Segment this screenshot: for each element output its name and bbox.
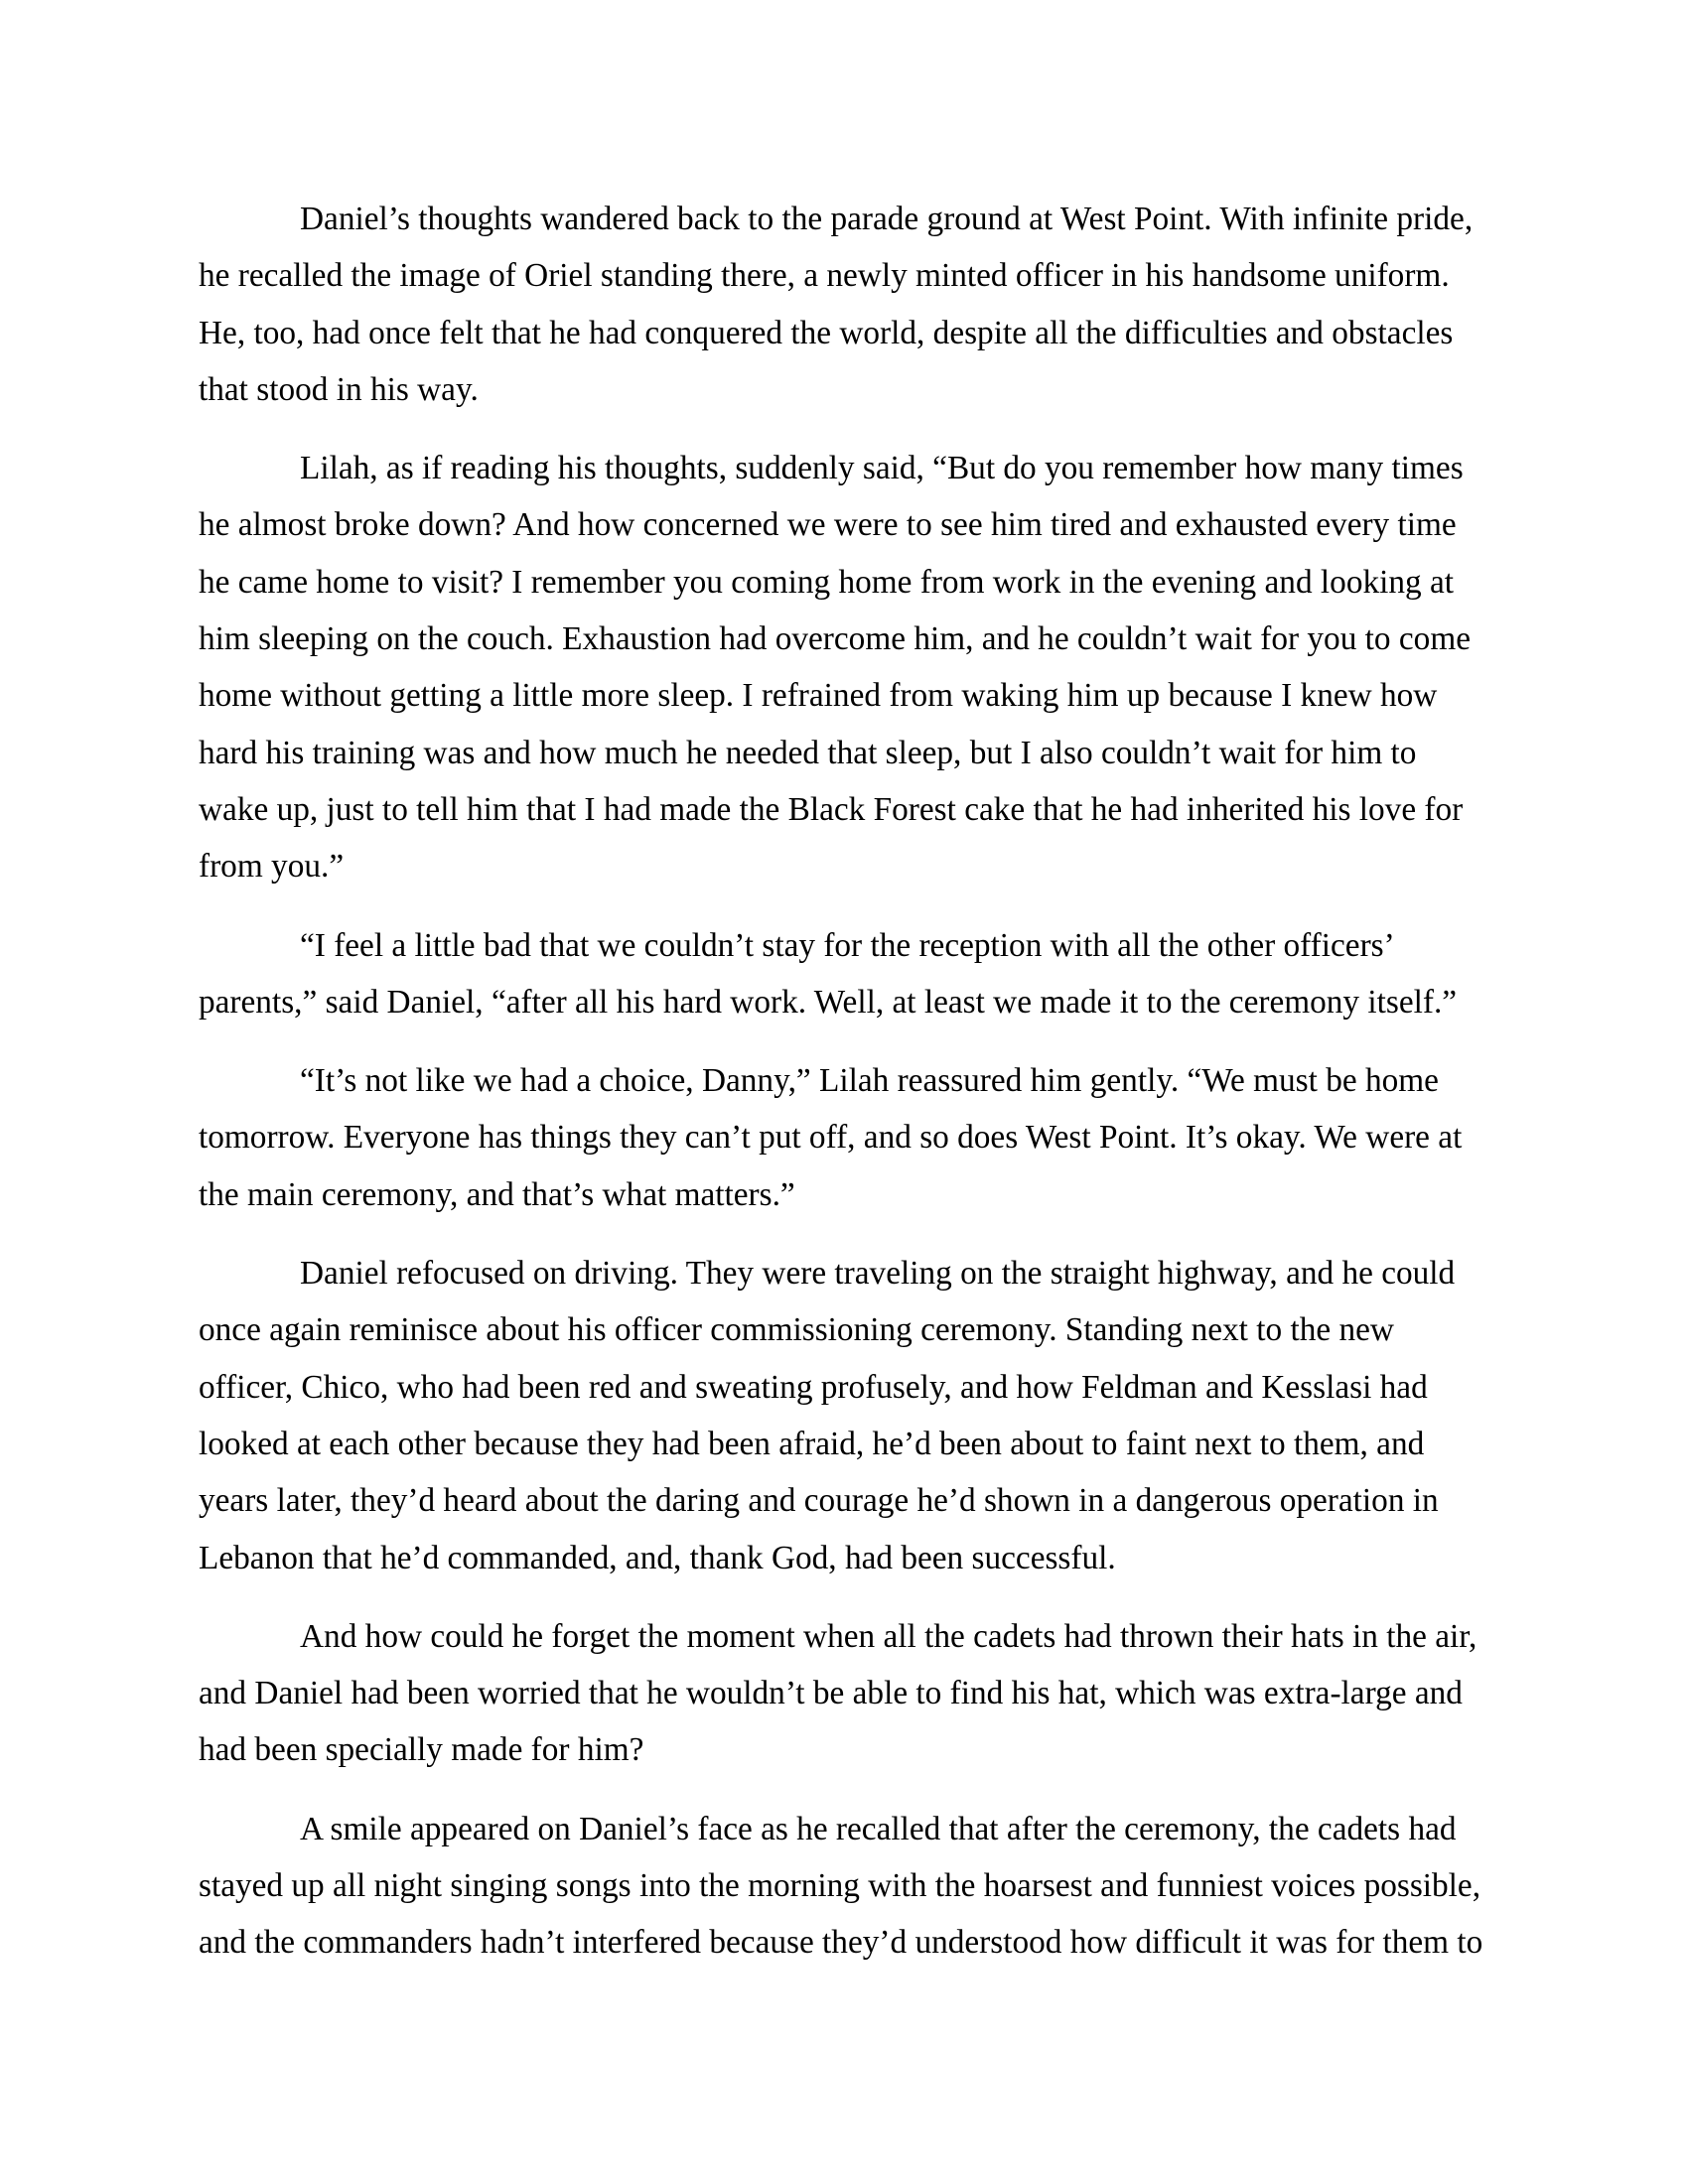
text-line: Lebanon that he’d commanded, and, thank God, had been successful. <box>199 1539 1116 1576</box>
paragraph-3 <box>199 917 1499 1031</box>
text-line: Daniel’s thoughts wandered back to the parade ground at West Point. With infinite pride, <box>300 201 1474 237</box>
text-line: he recalled the image of Oriel standing there, a newly minted officer in his handsome uniform. <box>199 257 1450 295</box>
text-line: Daniel refocused on driving. They were traveling on the straight highway, and he could <box>300 1255 1456 1293</box>
paragraph-7 <box>199 1801 1499 1972</box>
paragraph-4 <box>199 1052 1499 1223</box>
text-line: and Daniel had been worried that he wouldn’t be able to find his hat, which was extra-large and <box>199 1675 1463 1712</box>
text-line: that stood in his way. <box>199 370 479 408</box>
text-line: “It’s not like we had a choice, Danny,” Lilah reassured him gently. “We must be home <box>300 1062 1439 1100</box>
text-line: had been specially made for him? <box>199 1731 644 1769</box>
text-line: A smile appeared on Daniel’s face as he recalled that after the ceremony, the cadets had <box>300 1810 1457 1847</box>
document-body <box>199 191 1499 1993</box>
text-line: He, too, had once felt that he had conquered the world, despite all the difficulties and obstacles <box>199 314 1454 351</box>
text-line: tomorrow. Everyone has things they can’t put off, and so does West Point. It’s okay. We were at <box>199 1119 1463 1157</box>
text-line: and the commanders hadn’t interfered because they’d understood how difficult it was for them to <box>199 1924 1483 1962</box>
text-line: from you.” <box>199 848 345 886</box>
text-line: he came home to visit? I remember you coming home from work in the evening and looking at <box>199 563 1455 601</box>
text-line: years later, they’d heard about the daring and courage he’d shown in a dangerous operation in <box>199 1482 1439 1520</box>
text-line: Lilah, as if reading his thoughts, suddenly said, “But do you remember how many times <box>300 450 1464 487</box>
text-line: home without getting a little more sleep. I refrained from waking him up because I knew how <box>199 677 1438 715</box>
text-line: he almost broke down? And how concerned we were to see him tired and exhausted every time <box>199 506 1457 544</box>
paragraph-5 <box>199 1245 1499 1586</box>
paragraph-6 <box>199 1608 1499 1779</box>
text-line: looked at each other because they had been afraid, he’d been about to faint next to them, and <box>199 1425 1425 1462</box>
text-line: “I feel a little bad that we couldn’t stay for the reception with all the other officers’ <box>300 926 1395 964</box>
text-line: wake up, just to tell him that I had made the Black Forest cake that he had inherited his love for <box>199 790 1464 828</box>
text-line: stayed up all night singing songs into the morning with the hoarsest and funniest voices possible, <box>199 1867 1481 1905</box>
text-line: once again reminisce about his officer commissioning ceremony. Standing next to the new <box>199 1311 1394 1349</box>
text-line: officer, Chico, who had been red and sweating profusely, and how Feldman and Kesslasi had <box>199 1368 1428 1406</box>
text-line: the main ceremony, and that’s what matters.” <box>199 1175 795 1213</box>
text-line: hard his training was and how much he needed that sleep, but I also couldn’t wait for him to <box>199 734 1417 771</box>
paragraph-2 <box>199 440 1499 894</box>
text-line: parents,” said Daniel, “after all his hard work. Well, at least we made it to the ceremony itself.” <box>199 983 1458 1021</box>
text-line: And how could he forget the moment when all the cadets had thrown their hats in the air, <box>300 1617 1477 1655</box>
text-line: him sleeping on the couch. Exhaustion had overcome him, and he couldn’t wait for you to come <box>199 620 1472 658</box>
paragraph-1 <box>199 191 1499 418</box>
